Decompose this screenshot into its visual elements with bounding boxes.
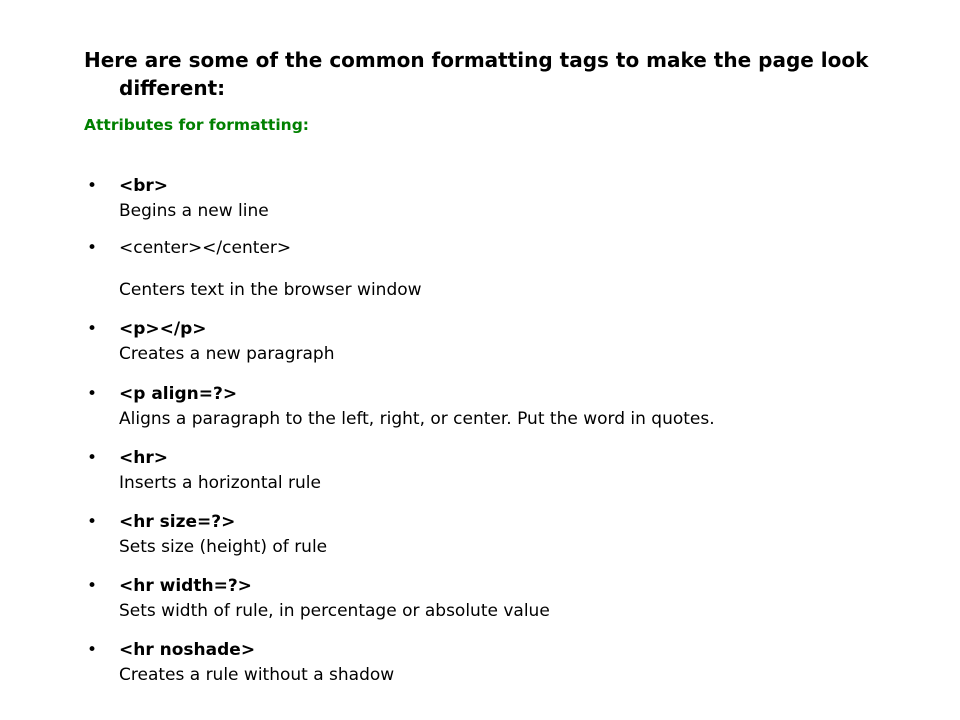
tag-description: Creates a rule without a shadow bbox=[119, 665, 395, 685]
bullet-icon: • bbox=[87, 238, 98, 258]
tag-name: <hr size=?> bbox=[119, 512, 236, 532]
bullet-icon: • bbox=[87, 640, 98, 660]
bullet-icon: • bbox=[87, 576, 98, 596]
bullet-icon: • bbox=[87, 384, 98, 404]
tag-name: <hr> bbox=[119, 448, 168, 468]
tag-name: <center></center> bbox=[119, 238, 292, 258]
slide-subtitle: Attributes for formatting: bbox=[84, 116, 309, 134]
tag-name: <hr noshade> bbox=[119, 640, 256, 660]
bullet-icon: • bbox=[87, 448, 98, 468]
tag-name: <hr width=?> bbox=[119, 576, 252, 596]
bullet-icon: • bbox=[87, 176, 98, 196]
slide-title: Here are some of the common formatting tags to make the page look different: bbox=[84, 48, 869, 100]
tag-name: <p></p> bbox=[119, 319, 207, 339]
bullet-icon: • bbox=[87, 512, 98, 532]
tag-description: Aligns a paragraph to the left, right, or center. Put the word in quotes. bbox=[119, 409, 715, 429]
tag-name: <p align=?> bbox=[119, 384, 238, 404]
tag-description: Begins a new line bbox=[119, 201, 269, 221]
bullet-icon: • bbox=[87, 319, 98, 339]
tag-description: Centers text in the browser window bbox=[119, 280, 422, 300]
tag-name: <br> bbox=[119, 176, 169, 196]
tag-description: Inserts a horizontal rule bbox=[119, 473, 321, 493]
tag-description: Sets width of rule, in percentage or absolute value bbox=[119, 601, 550, 621]
tag-description: Creates a new paragraph bbox=[119, 344, 335, 364]
tag-description: Sets size (height) of rule bbox=[119, 537, 328, 557]
